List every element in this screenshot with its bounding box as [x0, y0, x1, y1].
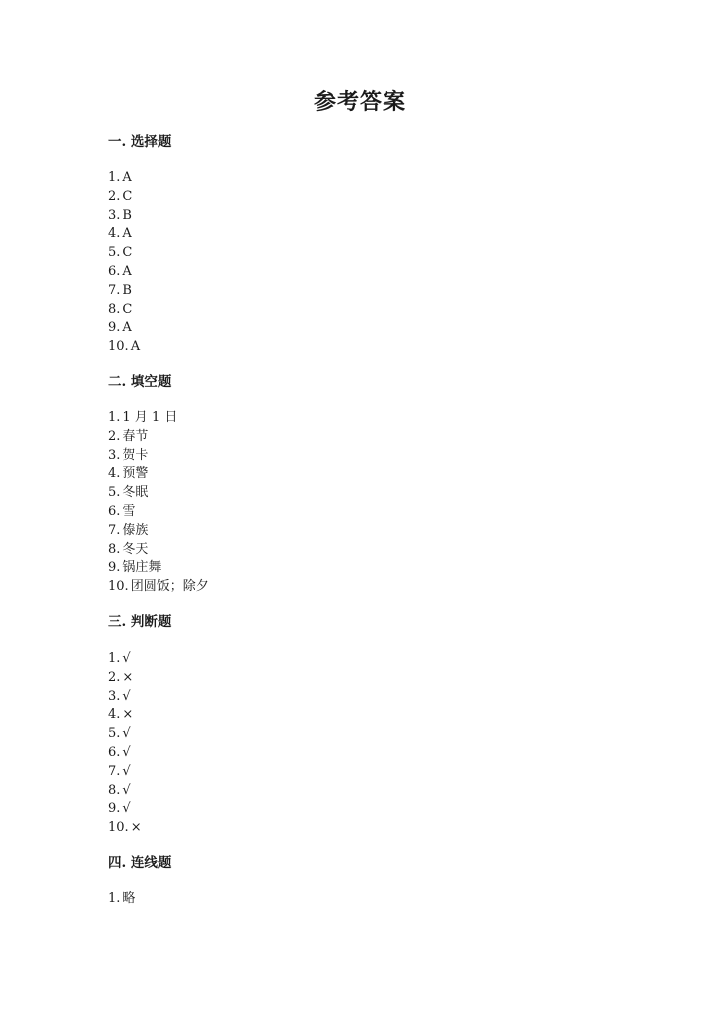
- list-item: 3. √: [108, 688, 131, 704]
- list-item: 1. A: [108, 170, 132, 185]
- page-title: 参考答案: [313, 89, 406, 115]
- list-item: 5. √: [108, 726, 131, 742]
- list-item: 5. 冬眠: [108, 485, 149, 501]
- list-item: 2. C: [108, 188, 133, 204]
- section-heading-fill-blank: 二. 填空题: [108, 374, 172, 390]
- list-item: 4. A: [108, 226, 132, 242]
- list-item: 7. B: [108, 282, 132, 298]
- list-item: 10. 团圆饭；除夕: [108, 579, 209, 595]
- list-item: 10. ×: [108, 820, 142, 836]
- answer-list-matching: [108, 890, 135, 909]
- list-item: 1. √: [108, 651, 131, 666]
- section-heading-true-false: 三. 判断题: [108, 614, 172, 630]
- answer-list-true-false: [108, 650, 142, 838]
- list-item: 8. C: [108, 301, 133, 317]
- list-item: 3. 贺卡: [108, 447, 149, 463]
- list-item: 2. 春节: [108, 428, 149, 444]
- answer-list-fill-blank: [108, 409, 209, 597]
- list-item: 4. 预警: [108, 466, 149, 482]
- list-item: 7. √: [108, 763, 131, 779]
- list-item: 8. √: [108, 782, 131, 798]
- section-heading-choice: 一. 选择题: [108, 134, 172, 150]
- list-item: 6. √: [108, 744, 131, 760]
- list-item: 9. 锅庄舞: [108, 560, 162, 576]
- list-item: 6. 雪: [108, 503, 136, 519]
- list-item: 9. A: [108, 320, 132, 336]
- list-item: 9. √: [108, 801, 131, 817]
- section-heading-matching: 四. 连线题: [108, 855, 172, 871]
- list-item: 4. ×: [108, 707, 134, 723]
- list-item: 3. B: [108, 207, 132, 223]
- list-item: 1. 略: [108, 891, 136, 906]
- answer-list-choice: [108, 169, 140, 357]
- list-item: 1. 1 月 1 日: [108, 410, 178, 425]
- list-item: 2. ×: [108, 669, 134, 685]
- list-item: 6. A: [108, 263, 132, 279]
- list-item: 5. C: [108, 245, 133, 261]
- list-item: 7. 傣族: [108, 522, 149, 538]
- list-item: 8. 冬天: [108, 541, 149, 557]
- list-item: 10. A: [108, 339, 141, 355]
